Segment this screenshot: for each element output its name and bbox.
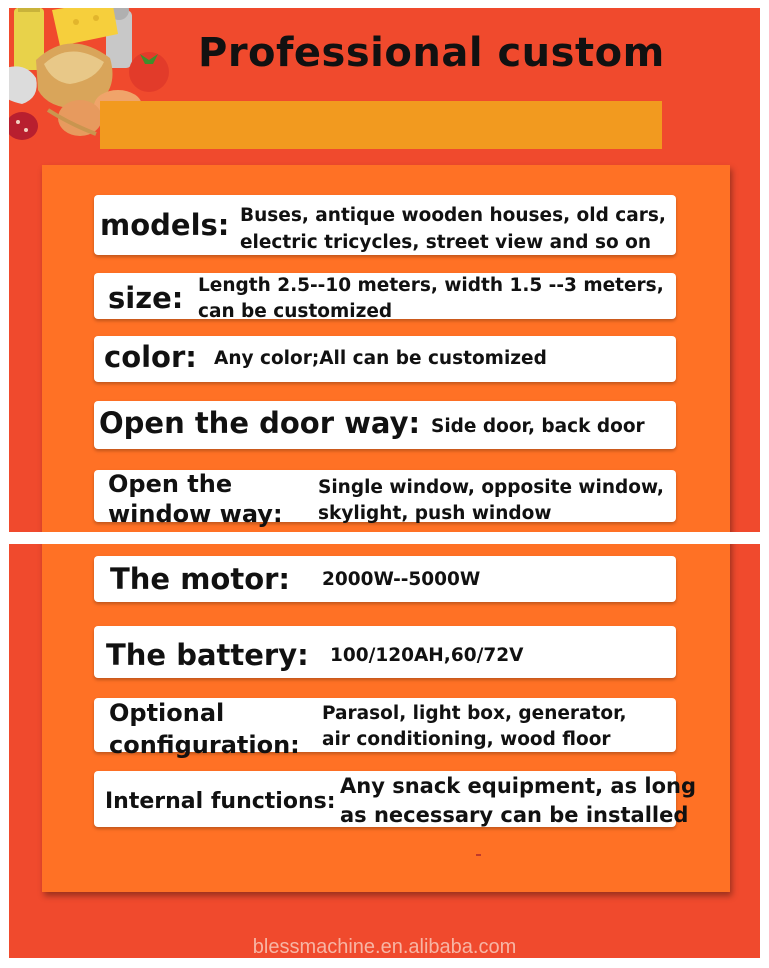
spec-value: Buses, antique wooden houses, old cars, electric tricycles, street view and so on bbox=[240, 205, 666, 253]
page-title: Professional custom bbox=[198, 30, 665, 76]
spec-label: Open the door way: bbox=[99, 406, 421, 440]
spec-value: 100/120AH,60/72V bbox=[330, 645, 524, 666]
spec-label: size: bbox=[108, 281, 184, 315]
header-band bbox=[100, 101, 662, 149]
spec-label: color: bbox=[104, 340, 197, 374]
spec-value: Length 2.5--10 meters, width 1.5 --3 meters, can be customized bbox=[198, 275, 664, 322]
spec-value: 2000W--5000W bbox=[322, 569, 481, 590]
divider bbox=[0, 532, 769, 544]
spec-label: Optional configuration: bbox=[109, 699, 300, 759]
spec-label: Internal functions: bbox=[105, 789, 336, 814]
spec-label: models: bbox=[100, 208, 230, 242]
speck bbox=[476, 854, 481, 856]
frame-bottom bbox=[0, 958, 769, 968]
watermark: blessmachine.en.alibaba.com bbox=[252, 936, 517, 958]
spec-value: Parasol, light box, generator, air conditioning, wood floor bbox=[322, 703, 627, 750]
frame-right bbox=[760, 0, 769, 968]
spec-value: Side door, back door bbox=[431, 416, 645, 437]
spec-value: Any color;All can be customized bbox=[214, 348, 547, 369]
spec-value: Single window, opposite window, skylight, push window bbox=[318, 477, 664, 524]
spec-label: Open the window way: bbox=[108, 470, 283, 528]
spec-value: Any snack equipment, as long as necessary can be installed bbox=[340, 774, 696, 827]
spec-label: The battery: bbox=[106, 638, 309, 672]
spec-label: The motor: bbox=[110, 562, 291, 596]
frame-top bbox=[0, 0, 769, 8]
frame-left bbox=[0, 0, 9, 968]
